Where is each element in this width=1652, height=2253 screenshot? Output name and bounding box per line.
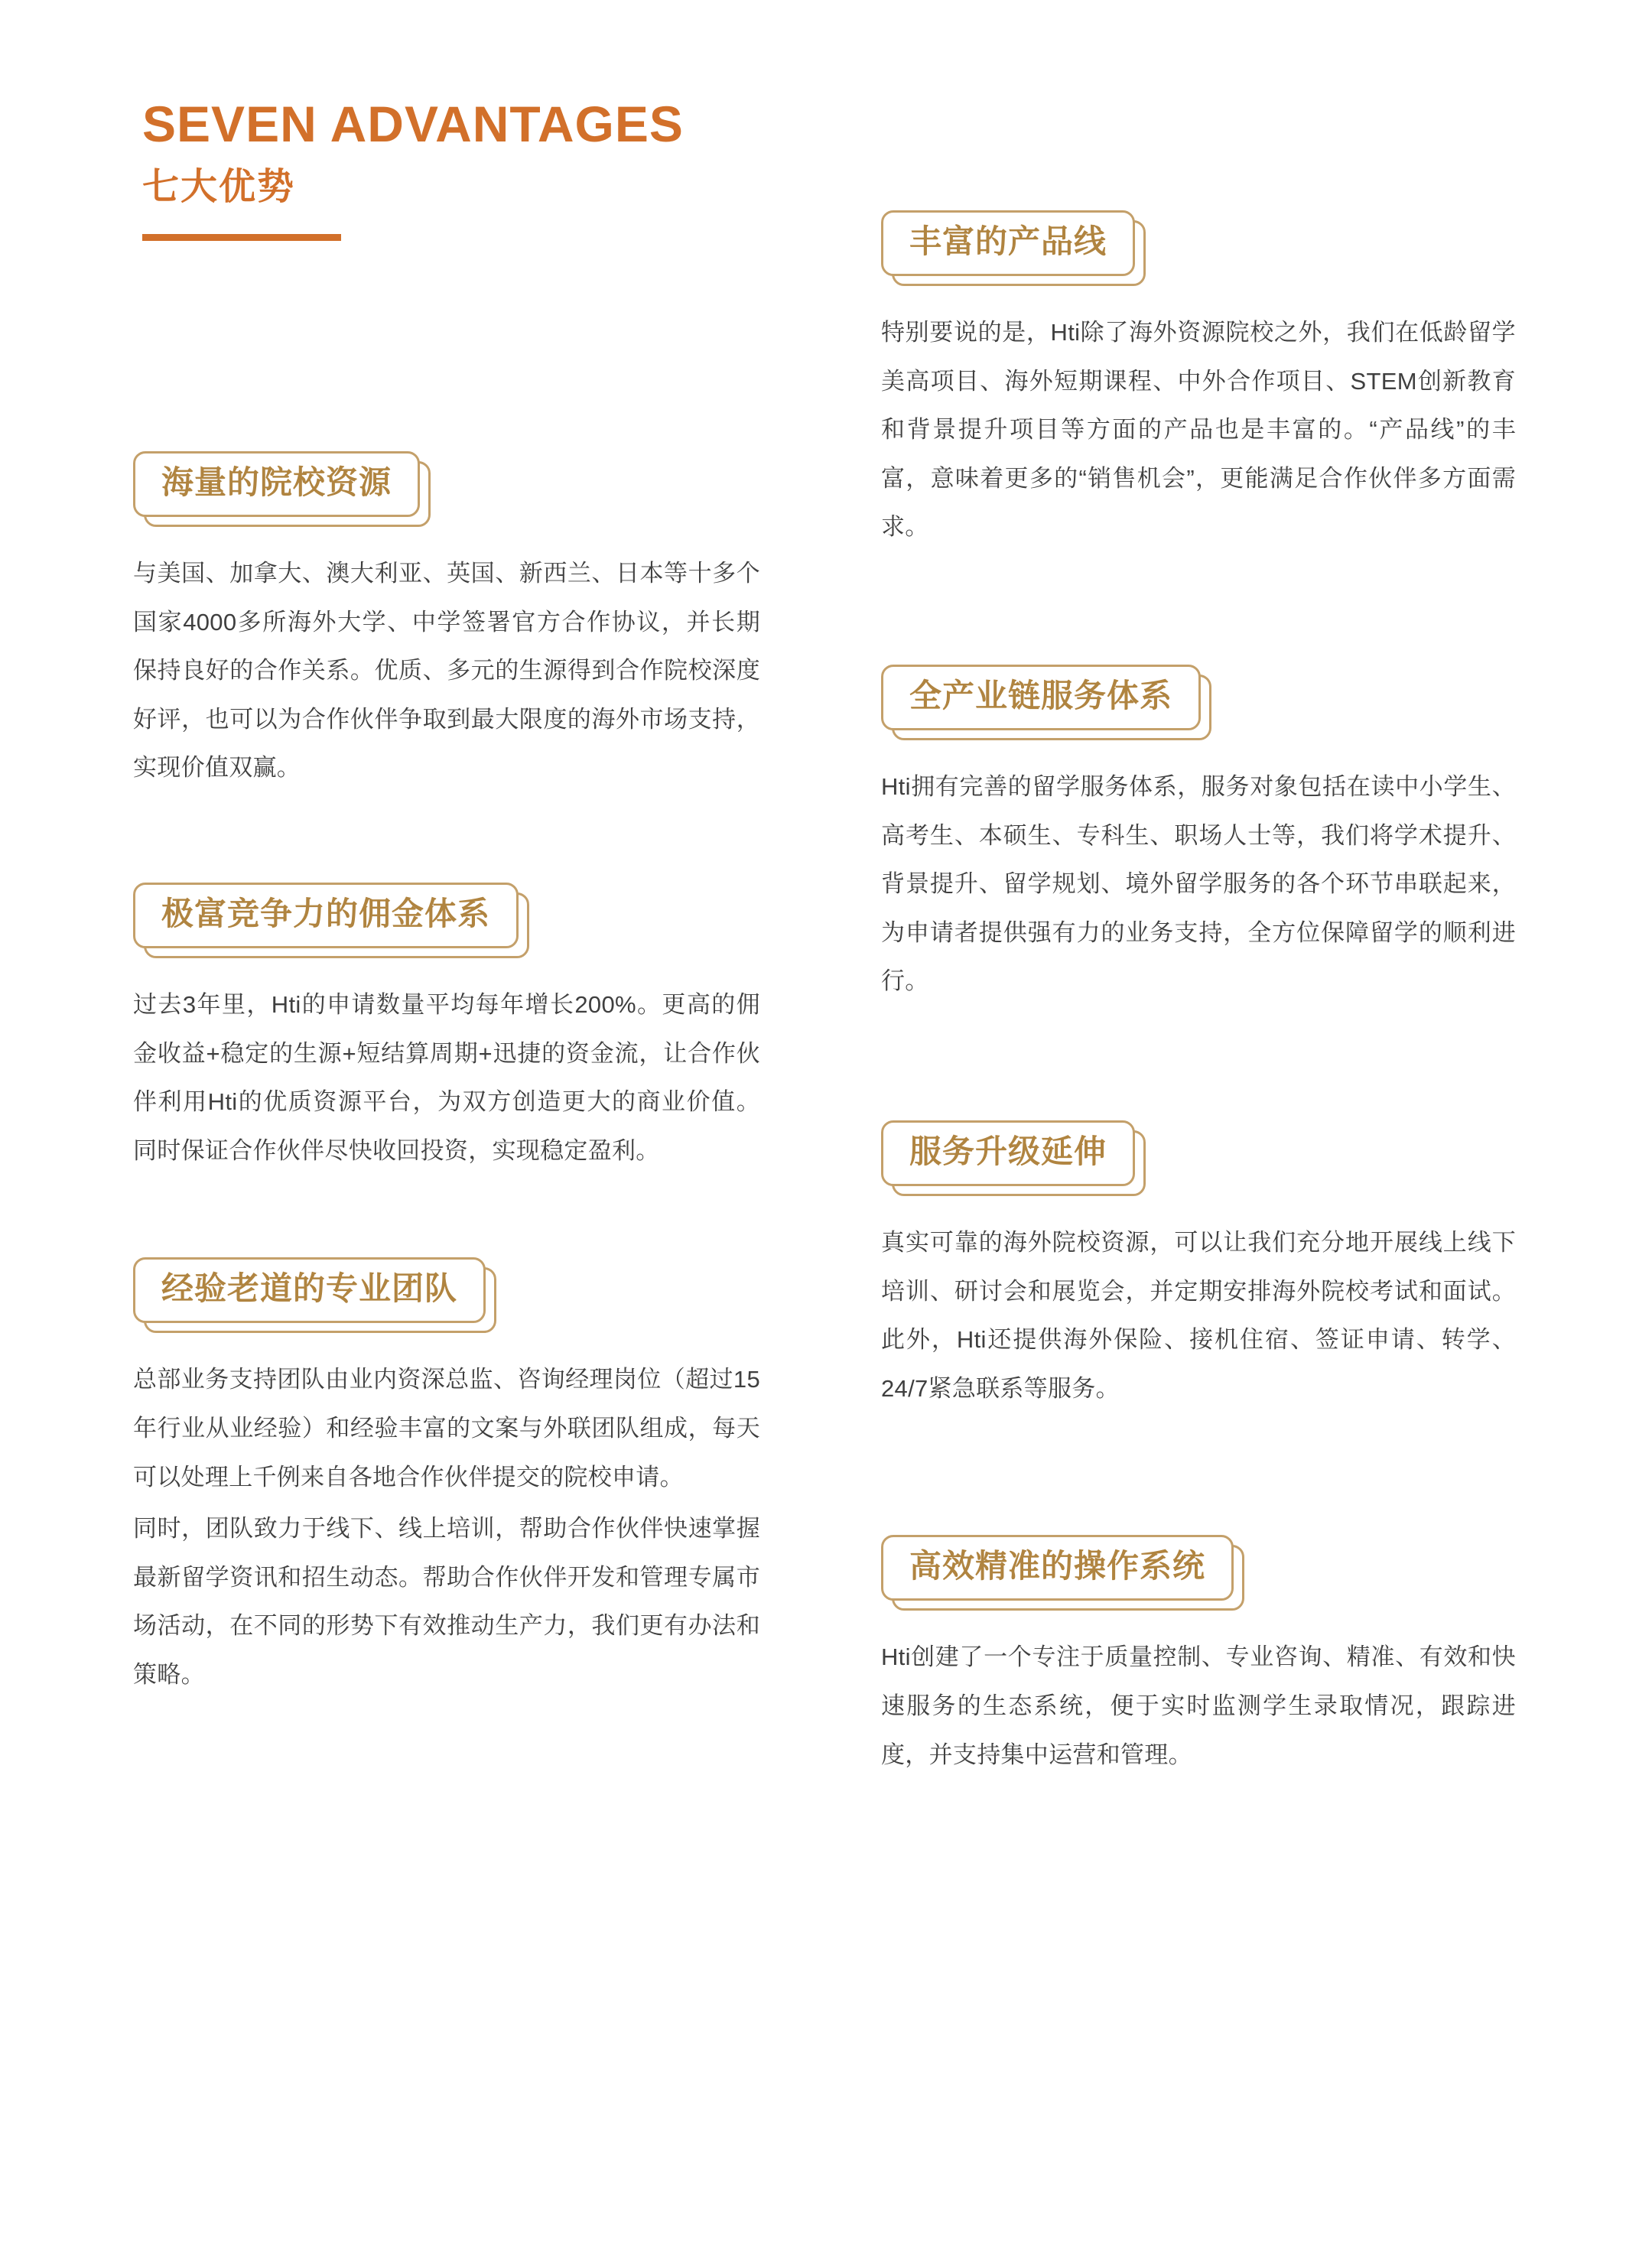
advantage-tag-wrapper: [133, 1257, 486, 1323]
advantage-block-product-line: [881, 210, 1516, 551]
right-column: [881, 210, 1516, 1779]
advantage-block-professional-team: [133, 1257, 760, 1699]
advantage-paragraph-secondary: 同时，团队致力于线下、线上培训，帮助合作伙伴快速掌握最新留学资讯和招生动态。帮助合作伙伴开发和管理专属市场活动，在不同的形势下有效推动生产力，我们更有办法和策略。: [133, 1515, 760, 1688]
advantage-block-service-upgrade: [881, 1120, 1516, 1413]
left-column: [133, 451, 760, 1699]
advantage-tag-label: 服务升级延伸: [881, 1120, 1135, 1186]
advantage-paragraph: 总部业务支持团队由业内资深总监、咨询经理岗位（超过15年行业从业经验）和经验丰富的文案与外联团队组成，每天可以处理上千例来自各地合作伙伴提交的院校申请。: [133, 1366, 760, 1491]
advantage-paragraph: Hti创建了一个专注于质量控制、专业咨询、精准、有效和快速服务的生态系统，便于实时监测学生录取情况，跟踪进度，并支持集中运营和管理。: [881, 1643, 1516, 1768]
advantage-tag-wrapper: [133, 451, 420, 517]
advantage-paragraph: 过去3年里，Hti的申请数量平均每年增长200%。更高的佣金收益+稳定的生源+短结算周期+迅捷的资金流，让合作伙伴利用Hti的优质资源平台，为双方创造更大的商业价值。同时保证合作伙伴尽快收回投资，实现稳定盈利。: [133, 991, 760, 1164]
advantage-tag-label: 高效精准的操作系统: [881, 1535, 1234, 1601]
page-title-chinese: 七大优势: [142, 167, 296, 208]
advantage-tag-wrapper: [881, 665, 1201, 730]
advantage-tag-wrapper: [881, 210, 1135, 276]
advantage-tag-label: 经验老道的专业团队: [133, 1257, 486, 1323]
advantage-tag-wrapper: [881, 1120, 1135, 1186]
advantage-paragraph: 特别要说的是，Hti除了海外资源院校之外，我们在低龄留学美高项目、海外短期课程、中外合作项目、STEM创新教育和背景提升项目等方面的产品也是丰富的。“产品线”的丰富，意味着更多的“销售机会”，更能满足合作伙伴多方面需求。: [881, 319, 1516, 541]
page-title-english: SEVEN ADVANTAGES: [142, 96, 684, 152]
advantage-tag-label: 全产业链服务体系: [881, 665, 1201, 730]
header-underline-divider: [142, 234, 341, 241]
advantage-block-school-resources: [133, 451, 760, 792]
page-header: [142, 98, 831, 241]
advantage-tag-label: 极富竞争力的佣金体系: [133, 883, 519, 948]
advantage-block-full-chain-service: [881, 665, 1516, 1006]
advantage-paragraph: 真实可靠的海外院校资源，可以让我们充分地开展线上线下培训、研讨会和展览会，并定期安排海外院校考试和面试。此外，Hti还提供海外保险、接机住宿、签证申请、转学、24/7紧急联系等服务。: [881, 1229, 1516, 1402]
advantage-tag-wrapper: [881, 1535, 1234, 1601]
advantage-tag-wrapper: [133, 883, 519, 948]
advantage-paragraph: 与美国、加拿大、澳大利亚、英国、新西兰、日本等十多个国家4000多所海外大学、中学签署官方合作协议，并长期保持良好的合作关系。优质、多元的生源得到合作院校深度好评，也可以为合作伙伴争取到最大限度的海外市场支持，实现价值双赢。: [133, 560, 760, 782]
advantage-tag-label: 海量的院校资源: [133, 451, 420, 517]
advantage-paragraph: Hti拥有完善的留学服务体系，服务对象包括在读中小学生、高考生、本硕生、专科生、职场人士等，我们将学术提升、背景提升、留学规划、境外留学服务的各个环节串联起来，为申请者提供强有力的业务支持，全方位保障留学的顺利进行。: [881, 773, 1516, 995]
advantage-block-operating-system: [881, 1535, 1516, 1779]
advantage-block-commission-system: [133, 883, 760, 1175]
advantage-tag-label: 丰富的产品线: [881, 210, 1135, 276]
